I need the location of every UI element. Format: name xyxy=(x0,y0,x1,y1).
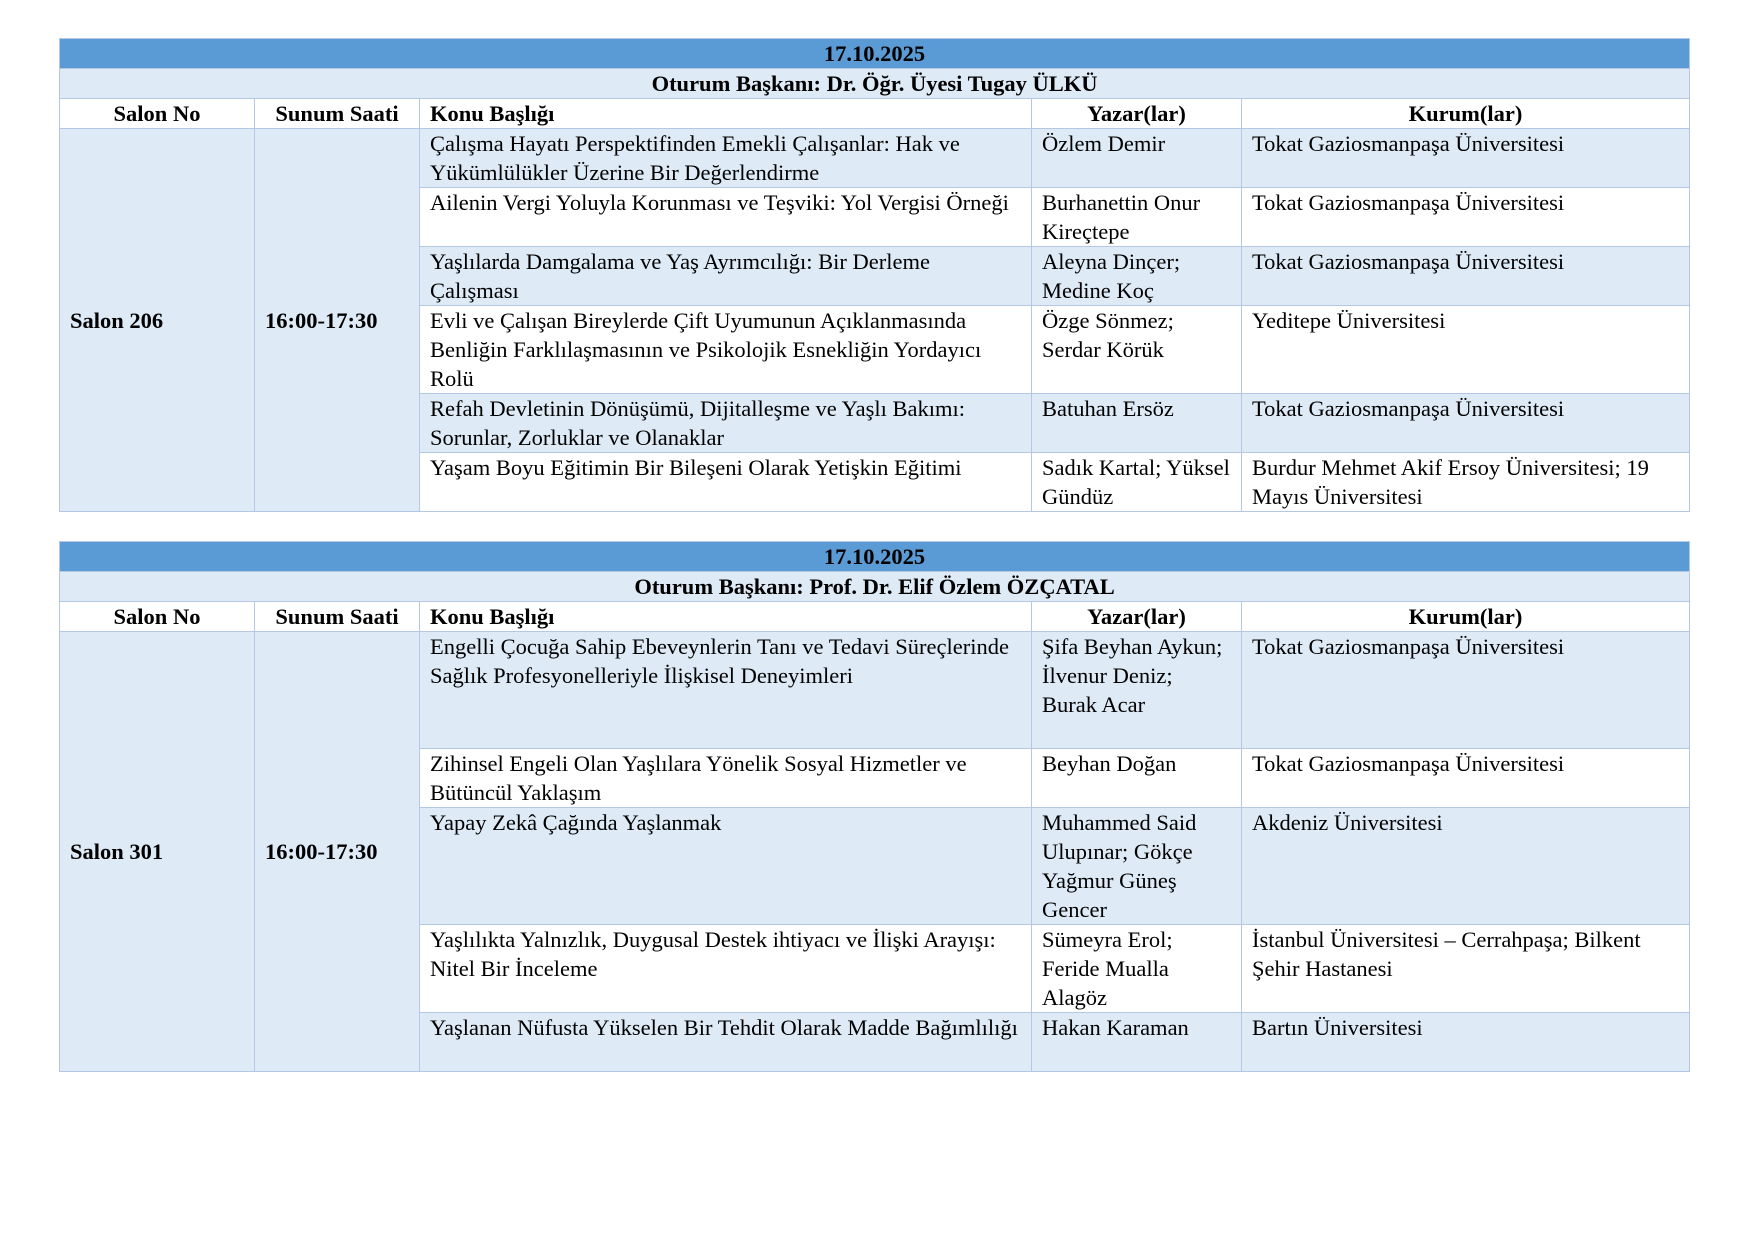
paper-institution: Tokat Gaziosmanpaşa Üniversitesi xyxy=(1242,129,1690,188)
paper-institution: Tokat Gaziosmanpaşa Üniversitesi xyxy=(1242,632,1690,749)
session-table-2 xyxy=(59,541,1690,1072)
col-header-time: Sunum Saati xyxy=(255,602,420,632)
paper-authors: Beyhan Doğan xyxy=(1032,749,1242,808)
col-header-topic: Konu Başlığı xyxy=(420,602,1032,632)
paper-institution: Tokat Gaziosmanpaşa Üniversitesi xyxy=(1242,188,1690,247)
session-chair: Oturum Başkanı: Dr. Öğr. Üyesi Tugay ÜLKÜ xyxy=(60,69,1690,99)
paper-topic: Yaşlılarda Damgalama ve Yaş Ayrımcılığı: Bir Derleme Çalışması xyxy=(420,247,1032,306)
paper-authors: Hakan Karaman xyxy=(1032,1013,1242,1072)
salon-number: Salon 301 xyxy=(60,632,255,1072)
session-chair: Oturum Başkanı: Prof. Dr. Elif Özlem ÖZÇATAL xyxy=(60,572,1690,602)
paper-institution: Yeditepe Üniversitesi xyxy=(1242,306,1690,394)
session-time: 16:00-17:30 xyxy=(255,632,420,1072)
paper-authors: Burhanettin Onur Kireçtepe xyxy=(1032,188,1242,247)
paper-institution: Tokat Gaziosmanpaşa Üniversitesi xyxy=(1242,749,1690,808)
paper-institution: Tokat Gaziosmanpaşa Üniversitesi xyxy=(1242,394,1690,453)
paper-topic: Zihinsel Engeli Olan Yaşlılara Yönelik Sosyal Hizmetler ve Bütüncül Yaklaşım xyxy=(420,749,1032,808)
paper-topic: Engelli Çocuğa Sahip Ebeveynlerin Tanı ve Tedavi Süreçlerinde Sağlık Profesyonelleriyle İlişkisel Deneyimleri xyxy=(420,632,1032,749)
paper-topic: Ailenin Vergi Yoluyla Korunması ve Teşviki: Yol Vergisi Örneği xyxy=(420,188,1032,247)
table-row xyxy=(60,632,1690,749)
salon-number: Salon 206 xyxy=(60,129,255,512)
session-date: 17.10.2025 xyxy=(60,542,1690,572)
session-table-1 xyxy=(59,38,1690,512)
paper-topic: Refah Devletinin Dönüşümü, Dijitalleşme ve Yaşlı Bakımı: Sorunlar, Zorluklar ve Olanaklar xyxy=(420,394,1032,453)
paper-topic: Yaşam Boyu Eğitimin Bir Bileşeni Olarak Yetişkin Eğitimi xyxy=(420,453,1032,512)
paper-authors: Sümeyra Erol; Feride Mualla Alagöz xyxy=(1032,925,1242,1013)
paper-authors: Şifa Beyhan Aykun; İlvenur Deniz; Burak Acar xyxy=(1032,632,1242,749)
col-header-institutions: Kurum(lar) xyxy=(1242,602,1690,632)
col-header-salon: Salon No xyxy=(60,602,255,632)
paper-topic: Evli ve Çalışan Bireylerde Çift Uyumunun Açıklanmasında Benliğin Farklılaşmasının ve Psikolojik Esnekliğin Yordayıcı Rolü xyxy=(420,306,1032,394)
table-row xyxy=(60,129,1690,188)
col-header-authors: Yazar(lar) xyxy=(1032,99,1242,129)
paper-authors: Aleyna Dinçer; Medine Koç xyxy=(1032,247,1242,306)
paper-institution: Bartın Üniversitesi xyxy=(1242,1013,1690,1072)
session-time: 16:00-17:30 xyxy=(255,129,420,512)
paper-authors: Özge Sönmez; Serdar Körük xyxy=(1032,306,1242,394)
paper-authors: Muhammed Said Ulupınar; Gökçe Yağmur Güneş Gencer xyxy=(1032,808,1242,925)
session-date: 17.10.2025 xyxy=(60,39,1690,69)
paper-topic: Çalışma Hayatı Perspektifinden Emekli Çalışanlar: Hak ve Yükümlülükler Üzerine Bir Değerlendirme xyxy=(420,129,1032,188)
col-header-authors: Yazar(lar) xyxy=(1032,602,1242,632)
paper-institution: Tokat Gaziosmanpaşa Üniversitesi xyxy=(1242,247,1690,306)
col-header-salon: Salon No xyxy=(60,99,255,129)
paper-authors: Özlem Demir xyxy=(1032,129,1242,188)
paper-topic: Yapay Zekâ Çağında Yaşlanmak xyxy=(420,808,1032,925)
paper-institution: İstanbul Üniversitesi – Cerrahpaşa; Bilkent Şehir Hastanesi xyxy=(1242,925,1690,1013)
paper-institution: Burdur Mehmet Akif Ersoy Üniversitesi; 19 Mayıs Üniversitesi xyxy=(1242,453,1690,512)
paper-authors: Batuhan Ersöz xyxy=(1032,394,1242,453)
paper-topic: Yaşlanan Nüfusta Yükselen Bir Tehdit Olarak Madde Bağımlılığı xyxy=(420,1013,1032,1072)
col-header-time: Sunum Saati xyxy=(255,99,420,129)
paper-institution: Akdeniz Üniversitesi xyxy=(1242,808,1690,925)
paper-topic: Yaşlılıkta Yalnızlık, Duygusal Destek ihtiyacı ve İlişki Arayışı: Nitel Bir İnceleme xyxy=(420,925,1032,1013)
col-header-topic: Konu Başlığı xyxy=(420,99,1032,129)
paper-authors: Sadık Kartal; Yüksel Gündüz xyxy=(1032,453,1242,512)
col-header-institutions: Kurum(lar) xyxy=(1242,99,1690,129)
